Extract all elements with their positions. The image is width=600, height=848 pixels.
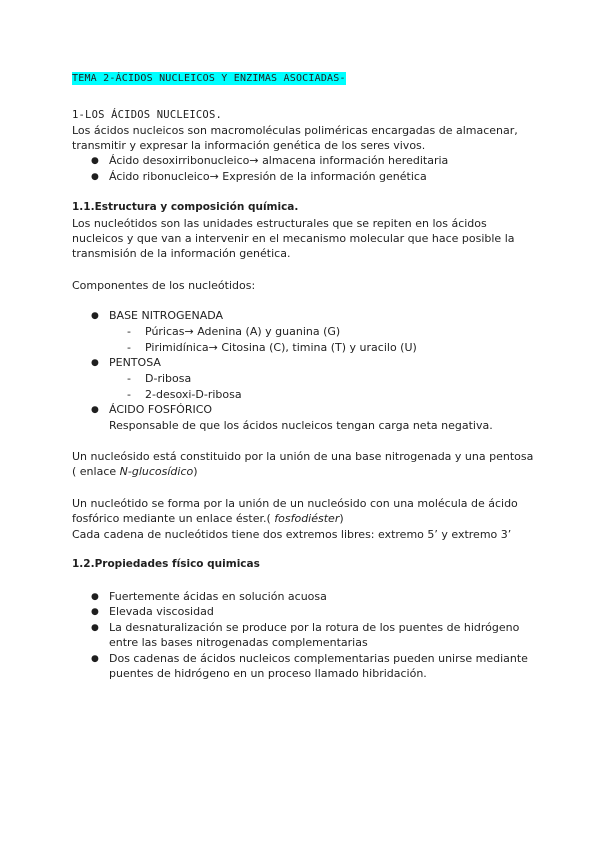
section-1-1-para-line-1: Los nucleótidos son las unidades estructurales que se repiten en los ácidos bbox=[72, 217, 487, 230]
nucleosido-line-2: ( enlace N-glucosídico) bbox=[72, 465, 198, 478]
nucleotido-line-1: Un nucleótido se forma por la unión de un nucleósido con una molécula de ácido bbox=[72, 497, 518, 510]
bullet-icon: ● bbox=[91, 172, 99, 182]
section-1-1-para-line-2: nucleicos y que van a intervenir en el mecanismo molecular que hace posible la bbox=[72, 232, 515, 245]
bullet-icon: ● bbox=[91, 607, 99, 617]
component-base-label: BASE NITROGENADA bbox=[109, 309, 224, 322]
section-1-heading: 1-LOS ÁCIDOS NUCLEICOS. bbox=[72, 109, 222, 121]
section-1-2-heading: 1.2.Propiedades físico quimicas bbox=[72, 558, 260, 570]
pentosa-desoxirribosa: 2-desoxi-D-ribosa bbox=[145, 388, 242, 401]
nucleotido-line-3: Cada cadena de nucleótidos tiene dos extremos libres: extremo 5’ y extremo 3’ bbox=[72, 528, 512, 541]
component-pentosa-label: PENTOSA bbox=[109, 356, 161, 369]
base-pirimidinica: Pirimidínica→ Citosina (C), timina (T) y uracilo (U) bbox=[145, 341, 417, 354]
component-fosforico-label: ÁCIDO FOSFÓRICO bbox=[109, 403, 213, 416]
document-title: TEMA 2-ÁCIDOS NUCLEICOS Y ENZIMAS ASOCIADAS- bbox=[72, 73, 346, 84]
bullet-icon: ● bbox=[91, 654, 99, 664]
bullet-icon: ● bbox=[91, 623, 99, 633]
fosforico-note: Responsable de que los ácidos nucleicos tengan carga neta negativa. bbox=[109, 419, 493, 432]
list-item-arn: Ácido ribonucleico→ Expresión de la información genética bbox=[109, 170, 427, 183]
property-item-2: Elevada viscosidad bbox=[109, 605, 214, 618]
property-item-1: Fuertemente ácidas en solución acuosa bbox=[109, 590, 327, 603]
dash-icon: - bbox=[127, 341, 131, 354]
pentosa-d-ribosa: D-ribosa bbox=[145, 372, 192, 385]
dash-icon: - bbox=[127, 372, 131, 385]
bullet-icon: ● bbox=[91, 405, 99, 415]
base-puricas: Púricas→ Adenina (A) y guanina (G) bbox=[145, 325, 341, 338]
section-1-1-para-line-3: transmisión de la información genética. bbox=[72, 247, 291, 260]
dash-icon: - bbox=[127, 325, 131, 338]
list-item-adn: Ácido desoxirribonucleico→ almacena información hereditaria bbox=[109, 154, 449, 167]
property-item-3-line-2: entre las bases nitrogenadas complementarias bbox=[109, 636, 368, 649]
components-label: Componentes de los nucleótidos: bbox=[72, 279, 256, 292]
dash-icon: - bbox=[127, 388, 131, 401]
property-item-4-line-1: Dos cadenas de ácidos nucleicos complementarias pueden unirse mediante bbox=[109, 652, 528, 665]
bullet-icon: ● bbox=[91, 311, 99, 321]
property-item-3-line-1: La desnaturalización se produce por la rotura de los puentes de hidrógeno bbox=[109, 621, 520, 634]
nucleosido-line-1: Un nucleósido está constituido por la unión de una base nitrogenada y una pentosa bbox=[72, 450, 534, 463]
section-1-1-heading: 1.1.Estructura y composición química. bbox=[72, 201, 299, 213]
nucleotido-line-2: fosfórico mediante un enlace éster.( fosfodiéster) bbox=[72, 512, 344, 525]
bullet-icon: ● bbox=[91, 358, 99, 368]
bullet-icon: ● bbox=[91, 156, 99, 166]
bullet-icon: ● bbox=[91, 592, 99, 602]
property-item-4-line-2: puentes de hidrógeno en un proceso llamado hibridación. bbox=[109, 667, 427, 680]
section-1-intro-line-2: transmitir y expresar la información genética de los seres vivos. bbox=[72, 139, 426, 152]
section-1-intro-line-1: Los ácidos nucleicos son macromoléculas poliméricas encargadas de almacenar, bbox=[72, 124, 518, 137]
